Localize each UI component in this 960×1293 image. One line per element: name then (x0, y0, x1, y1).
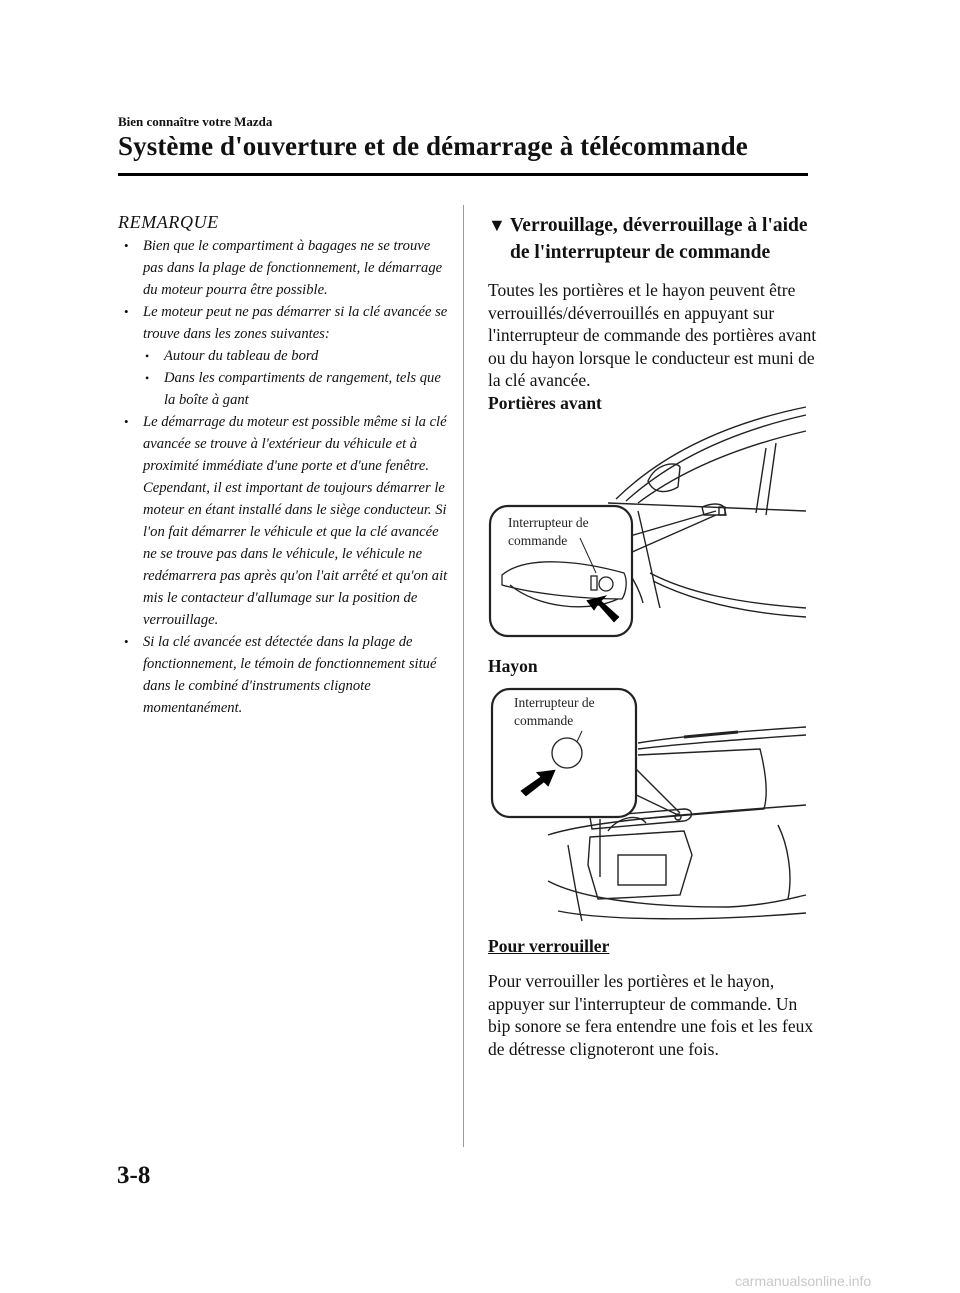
sub-list (143, 345, 448, 411)
page-number: 3-8 (117, 1162, 151, 1189)
bullet-icon: • (124, 634, 129, 649)
lock-paragraph: Pour verrouiller les portières et le hayon, appuyer sur l'interrupteur de commande. Un bip sonore se fera entendre une fois et les feux de détresse clignoteront une fois. (488, 971, 814, 1059)
section-heading-text: Verrouillage, déverrouillage à l'aide de l'interrupteur de commande (510, 215, 808, 263)
sub-item (143, 345, 448, 367)
front-door-illustration (488, 403, 808, 645)
sub-item (143, 367, 448, 411)
column-divider (463, 205, 464, 1147)
small-bullet-icon: • (145, 371, 150, 385)
tailgate-illustration (488, 685, 808, 925)
watermark: carmanualsonline.info (735, 1273, 872, 1289)
lock-block (488, 935, 818, 1060)
remark-text: Bien que le compartiment à bagages ne se trouve pas dans la plage de fonctionnement, le démarrage du moteur pourra être possible. (143, 238, 443, 298)
sub-item-text: Dans les compartiments de rangement, tels que la boîte à gant (164, 370, 441, 408)
remark-item (118, 235, 448, 301)
bullet-icon: • (124, 414, 129, 429)
remark-text: Le démarrage du moteur est possible même si la clé avancée se trouve à l'extérieur du véhicule et à proximité immédiate d'une porte et d'une fenêtre. Cependant, il est important de toujours démarrer le moteur en étant installé dans le siège conducteur. Si l'on fait démarrer le véhicule et que la clé avancée ne se trouve pas dans le véhicule, le véhicule ne redémarrera pas après qu'on l'ait arrêté et qu'on ait mis le contacteur d'allumage sur la position de verrouillage. (143, 414, 448, 628)
fig1-callout-line2: commande (508, 533, 568, 548)
remark-heading: REMARQUE (118, 212, 219, 232)
remark-item (118, 631, 448, 719)
remark-text: Si la clé avancée est détectée dans la plage de fonctionnement, le témoin de fonctionnement situé dans le combiné d'instruments clignote momentanément. (143, 634, 437, 716)
sub-item-text: Autour du tableau de bord (164, 348, 319, 364)
section-block (488, 212, 818, 414)
section-label: Bien connaître votre Mazda (118, 114, 273, 129)
lock-heading: Pour verrouiller (488, 936, 610, 956)
title-rule (118, 173, 808, 176)
section-heading (488, 212, 818, 266)
fig2-callout-line1: Interrupteur de (514, 695, 595, 710)
triangle-marker-icon: ▼ (488, 215, 506, 235)
remark-item (118, 411, 448, 631)
intro-paragraph: Toutes les portières et le hayon peuvent être verrouillés/déverrouillés en appuyant sur l'interrupteur de commande des portières avant ou du hayon lorsque le conducteur est muni de la clé avancée. (488, 280, 817, 391)
fig1-callout-line1: Interrupteur de (508, 515, 589, 530)
bullet-icon: • (124, 238, 129, 253)
page-title: Système d'ouverture et de démarrage à télécommande (118, 131, 748, 161)
hayon-label: Hayon (488, 656, 538, 676)
remark-list (118, 235, 448, 719)
remark-text: Le moteur peut ne pas démarrer si la clé avancée se trouve dans les zones suivantes: (143, 304, 448, 342)
front-doors-label: Portières avant (488, 392, 602, 413)
remark-item (118, 301, 448, 411)
small-bullet-icon: • (145, 349, 150, 363)
fig2-callout-line2: commande (514, 713, 574, 728)
remark-block (118, 212, 448, 719)
bullet-icon: • (124, 304, 129, 319)
